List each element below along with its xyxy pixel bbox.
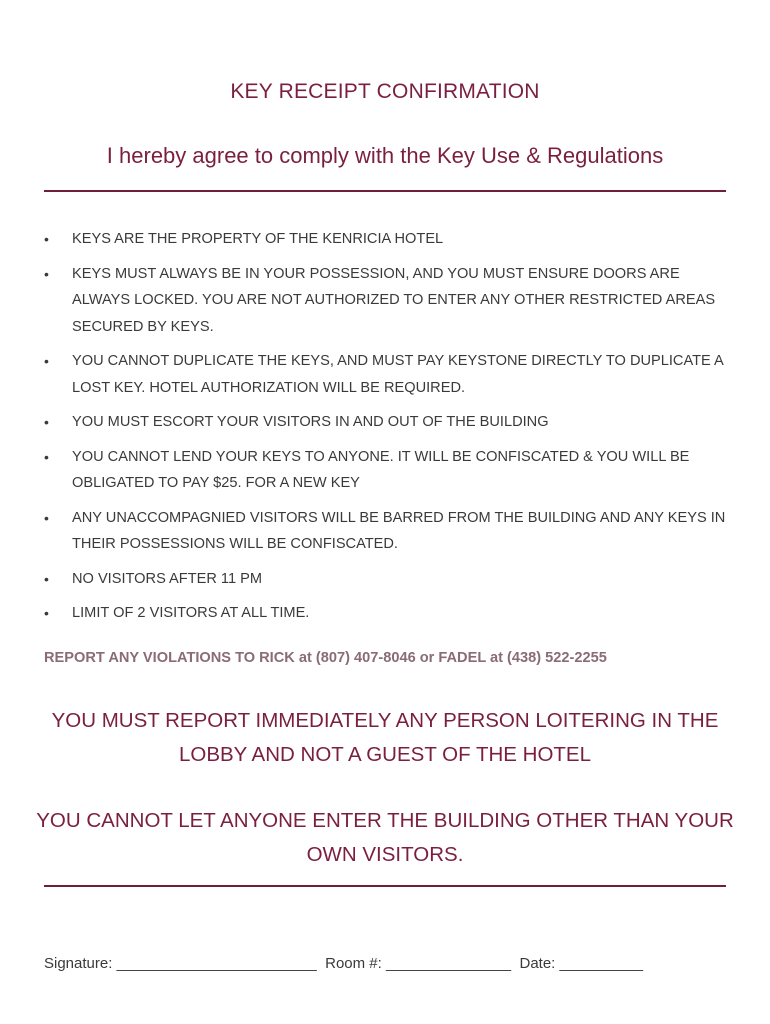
rule-text: YOU MUST ESCORT YOUR VISITORS IN AND OUT OF THE BUILDING bbox=[72, 414, 549, 430]
bullet-icon: • bbox=[44, 570, 49, 587]
bullet-icon: • bbox=[44, 414, 49, 430]
rule-item-2 bbox=[44, 261, 734, 341]
rule-text: KEYS ARE THE PROPERTY OF THE KENRICIA HOTEL bbox=[72, 231, 444, 247]
bottom-divider bbox=[44, 885, 726, 887]
rule-text: YOU CANNOT DUPLICATE THE KEYS, AND MUST PAY KEYSTONE DIRECTLY TO DUPLICATE A LOST KEY. HOTEL AUTHORIZATION WILL BE REQUIRED. bbox=[72, 353, 723, 396]
bullet-icon: • bbox=[44, 605, 49, 621]
bullet-icon: • bbox=[44, 509, 49, 526]
document-title: KEY RECEIPT CONFIRMATION bbox=[230, 80, 540, 103]
rule-text: YOU CANNOT LEND YOUR KEYS TO ANYONE. IT WILL BE CONFISCATED & YOU WILL BE OBLIGATED TO PAY $25. FOR A NEW KEY bbox=[72, 448, 690, 491]
document-subtitle: I hereby agree to comply with the Key Use & Regulations bbox=[106, 143, 664, 168]
top-divider bbox=[44, 190, 726, 192]
rule-item-7 bbox=[44, 566, 734, 593]
bullet-icon: • bbox=[44, 265, 49, 282]
date-field[interactable]: __________ bbox=[559, 955, 643, 972]
rule-item-4 bbox=[44, 409, 734, 436]
rule-item-3 bbox=[44, 348, 734, 401]
rule-item-1 bbox=[44, 226, 734, 253]
rule-text: ANY UNACCOMPAGNIED VISITORS WILL BE BARRED FROM THE BUILDING AND ANY KEYS IN THEIR POSSESSIONS WILL BE CONFISCATED. bbox=[72, 509, 726, 552]
signature-field[interactable]: ________________________ bbox=[116, 955, 317, 972]
rule-text: NO VISITORS AFTER 11 PM bbox=[72, 570, 263, 587]
rule-item-5 bbox=[44, 444, 734, 497]
room-field[interactable]: _______________ bbox=[386, 955, 512, 972]
rules-list bbox=[44, 226, 734, 635]
bullet-icon: • bbox=[44, 448, 49, 465]
rule-item-8 bbox=[44, 600, 734, 627]
bullet-icon: • bbox=[44, 231, 49, 247]
rule-item-6 bbox=[44, 505, 734, 558]
room-label: Room #: bbox=[325, 955, 382, 972]
loitering-warning: YOU MUST REPORT IMMEDIATELY ANY PERSON LOITERING IN THE LOBBY AND NOT A GUEST OF THE HOTEL bbox=[51, 709, 719, 766]
signature-label: Signature: bbox=[44, 955, 113, 972]
signature-row bbox=[44, 955, 643, 972]
report-contacts: REPORT ANY VIOLATIONS TO RICK at (807) 407-8046 or FADEL at (438) 522-2255 bbox=[44, 650, 607, 666]
date-label: Date: bbox=[519, 955, 556, 972]
rule-text: KEYS MUST ALWAYS BE IN YOUR POSSESSION, AND YOU MUST ENSURE DOORS ARE ALWAYS LOCKED. YOU ARE NOT AUTHORIZED TO ENTER ANY OTHER RESTRICTED AREAS SECURED BY KEYS. bbox=[72, 265, 716, 335]
entry-warning: YOU CANNOT LET ANYONE ENTER THE BUILDING OTHER THAN YOUR OWN VISITORS. bbox=[36, 809, 734, 866]
bullet-icon: • bbox=[44, 353, 49, 369]
rule-text: LIMIT OF 2 VISITORS AT ALL TIME. bbox=[72, 605, 310, 621]
